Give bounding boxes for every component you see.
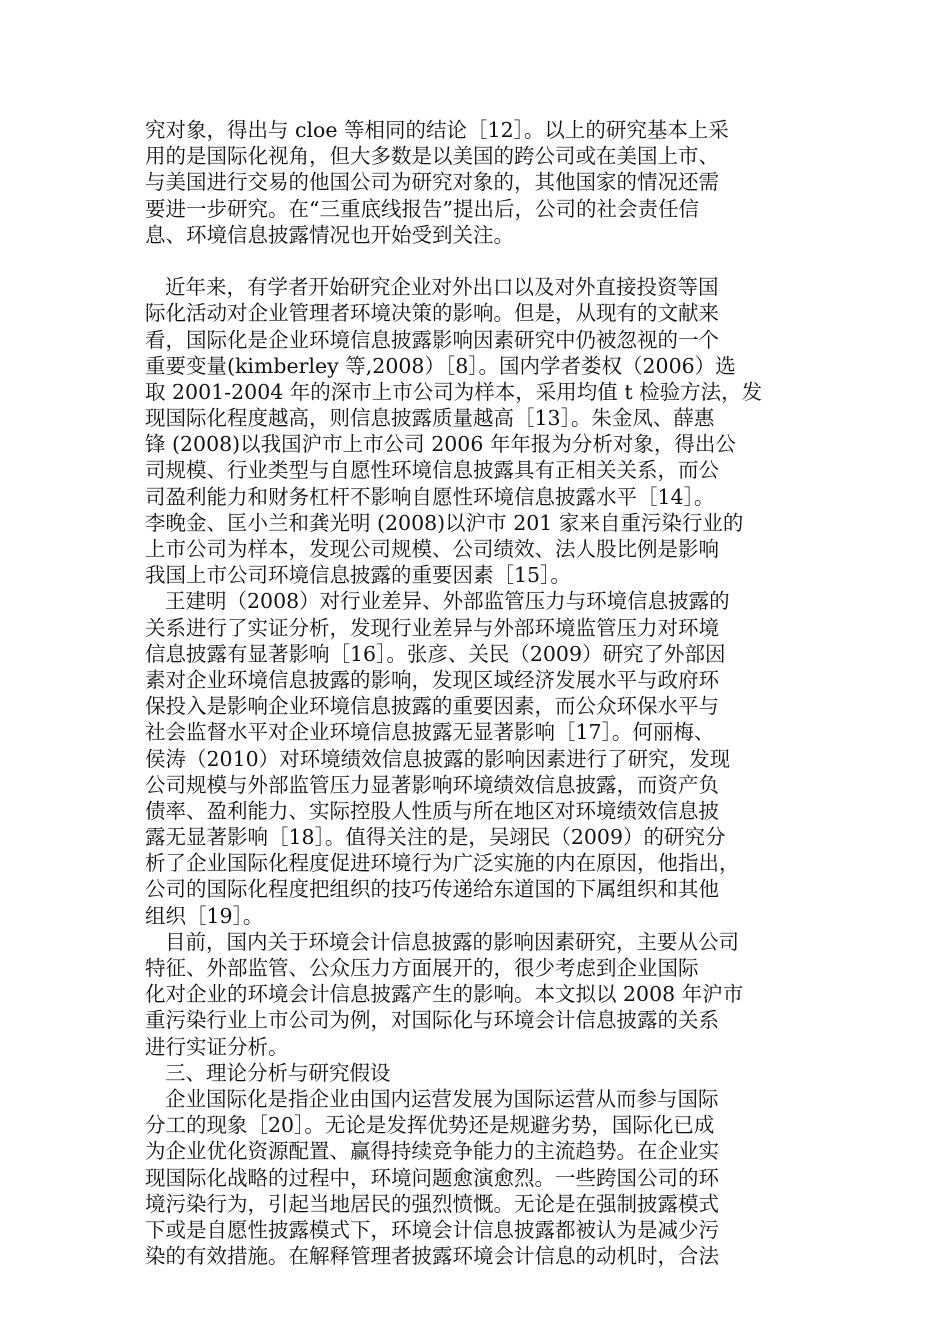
text-line: 究对象，得出与 cloe 等相同的结论［12］。以上的研究基本上采	[145, 118, 729, 142]
text-line: 露无显著影响［18］。值得关注的是，吴翊民（2009）的研究分	[145, 825, 726, 850]
section-title: 三、理论分析与研究假设	[165, 1060, 391, 1085]
text-line: 析了企业国际化程度促进环境行为广泛实施的内在原因，他指出，	[145, 851, 740, 876]
text-line: 要进一步研究。在“三重底线报告”提出后，公司的社会责任信	[145, 196, 699, 221]
text-line: 进行实证分析。	[145, 1034, 289, 1059]
text-line: 锋 (2008)以我国沪市上市公司 2006 年年报为分析对象，得出公	[145, 432, 736, 457]
text-line: 境污染行为，引起当地居民的强烈愤慨。无论是在强制披露模式	[145, 1191, 719, 1216]
paragraph-literature-review	[145, 274, 805, 588]
text-line: 社会监督水平对企业环境信息披露无显著影响［17］。何丽梅、	[145, 720, 715, 745]
text-line: 用的是国际化视角，但大多数是以美国的跨公司或在美国上市、	[145, 144, 719, 169]
text-line: 重污染行业上市公司为例，对国际化与环境会计信息披露的关系	[145, 1008, 719, 1033]
text-line: 化对企业的环境会计信息披露产生的影响。本文拟以 2008 年沪市	[145, 982, 744, 1007]
text-line: 企业国际化是指企业由国内运营发展为国际运营从而参与国际	[165, 1086, 719, 1111]
text-line: 李晚金、匡小兰和龚光明 (2008)以沪市 201 家来自重污染行业的	[145, 510, 744, 535]
text-line: 侯涛（2010）对环境绩效信息披露的影响因素进行了研究，发现	[145, 746, 731, 771]
document-body	[145, 117, 805, 1269]
text-line: 际化活动对企业管理者环境决策的影响。但是，从现有的文献来	[145, 301, 719, 326]
text-line: 看，国际化是企业环境信息披露影响因素研究中仍被忽视的一个	[145, 327, 719, 352]
text-line: 目前，国内关于环境会计信息披露的影响因素研究，主要从公司	[165, 929, 739, 954]
paragraph-current-research	[145, 929, 805, 1060]
text-line: 下或是自愿性披露模式下，环境会计信息披露都被认为是减少污	[145, 1217, 719, 1242]
text-line: 债率、盈利能力、实际控股人性质与所在地区对环境绩效信息披	[145, 798, 719, 823]
paragraph-domestic-studies	[145, 588, 805, 928]
text-line: 素对企业环境信息披露的影响，发现区域经济发展水平与政府环	[145, 667, 719, 692]
text-line: 王建明（2008）对行业差异、外部监管压力与环境信息披露的	[165, 589, 730, 614]
text-line: 我国上市公司环境信息披露的重要因素［15］。	[145, 563, 571, 588]
text-line: 近年来，有学者开始研究企业对外出口以及对外直接投资等国	[165, 275, 719, 300]
section-heading	[145, 1060, 805, 1086]
text-line: 染的有效措施。在解释管理者披露环境会计信息的动机时，合法	[145, 1244, 719, 1269]
text-line: 信息披露有显著影响［16］。张彦、关民（2009）研究了外部因	[145, 641, 726, 666]
text-line: 为企业优化资源配置、赢得持续竞争能力的主流趋势。在企业实	[145, 1139, 719, 1164]
text-line: 司规模、行业类型与自愿性环境信息披露具有正相关关系，而公	[145, 458, 719, 483]
text-line: 取 2001-2004 年的深市上市公司为样本，采用均值 t 检验方法，发	[145, 379, 763, 404]
text-line: 上市公司为样本，发现公司规模、公司绩效、法人股比例是影响	[145, 537, 719, 561]
text-line: 司盈利能力和财务杠杆不影响自愿性环境信息披露水平［14］。	[145, 484, 715, 509]
text-line: 组织［19］。	[145, 903, 264, 928]
text-line: 息、环境信息披露情况也开始受到关注。	[145, 222, 514, 247]
text-line: 现国际化战略的过程中，环境问题愈演愈烈。一些跨国公司的环	[145, 1165, 719, 1190]
text-line: 现国际化程度越高，则信息披露质量越高［13］。朱金凤、薛惠	[145, 406, 715, 431]
text-line: 特征、外部监管、公众压力方面展开的，很少考虑到企业国际	[145, 956, 699, 980]
paragraph-spacer	[145, 248, 805, 274]
text-line: 关系进行了实证分析，发现行业差异与外部环境监管压力对环境	[145, 615, 719, 640]
text-line: 公司的国际化程度把组织的技巧传递给东道国的下属组织和其他	[145, 877, 719, 902]
text-line: 与美国进行交易的他国公司为研究对象的，其他国家的情况还需	[145, 170, 719, 195]
paragraph-theory	[145, 1086, 805, 1269]
text-line: 保投入是影响企业环境信息披露的重要因素，而公众环保水平与	[145, 694, 719, 719]
text-line: 分工的现象［20］。无论是发挥优势还是规避劣势，国际化已成	[145, 1113, 715, 1138]
text-line: 重要变量(kimberley 等,2008）［8］。国内学者娄权（2006）选	[145, 353, 736, 378]
paragraph-continuation	[145, 117, 805, 248]
text-line: 公司规模与外部监管压力显著影响环境绩效信息披露，而资产负	[145, 772, 719, 797]
